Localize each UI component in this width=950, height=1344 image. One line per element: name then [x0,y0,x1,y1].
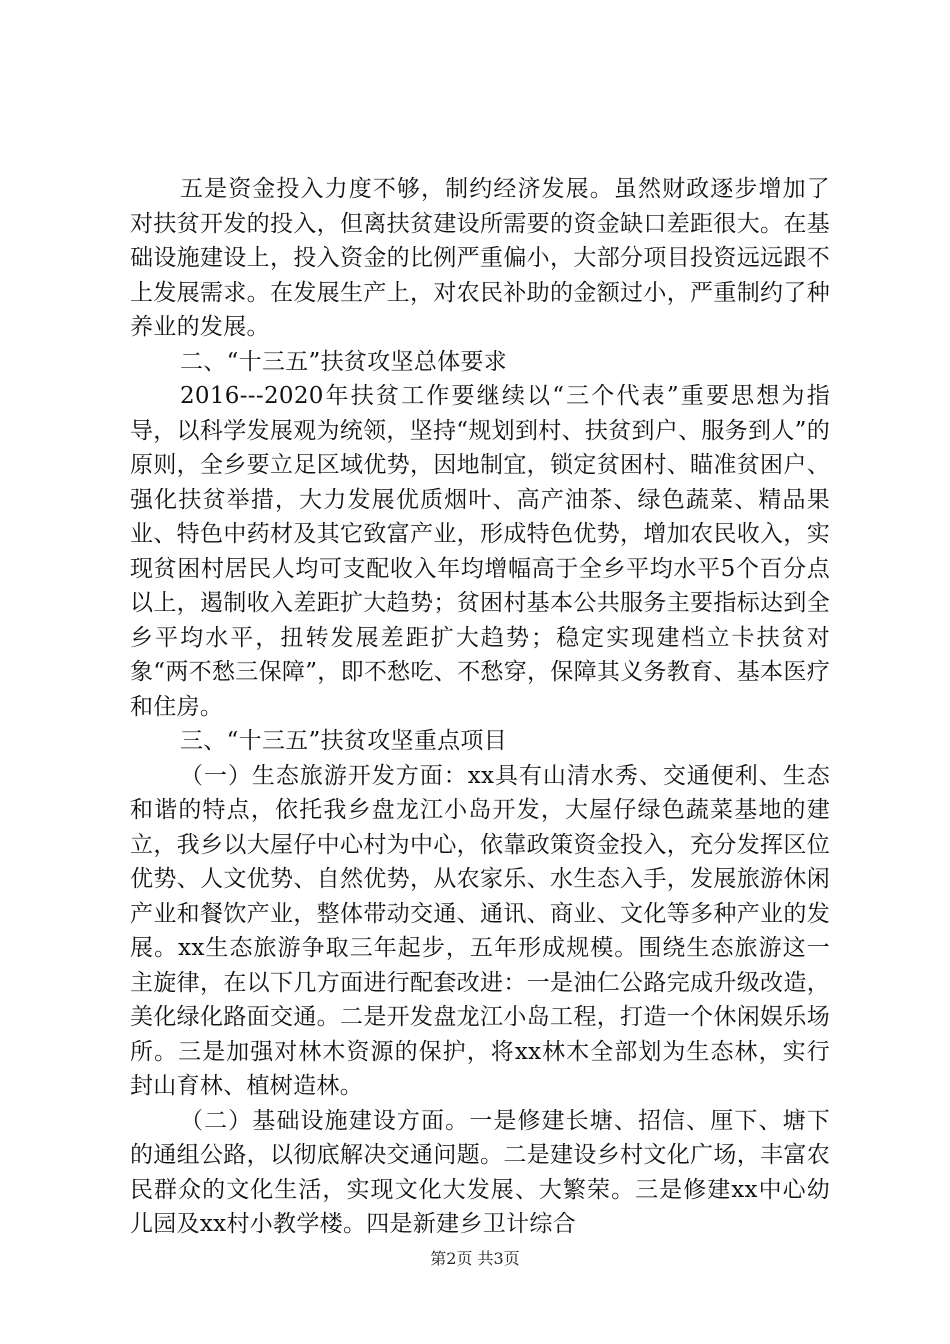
heading-key-projects: 三、“十三五”扶贫攻坚重点项目 [180,728,508,754]
document-body [130,172,830,1242]
paragraph-eco-tourism: （一）生态旅游开发方面：xx具有山清水秀、交通便利、生态和谐的特点，依托我乡盘龙江小岛开发，大屋仔绿色蔬菜基地的建立，我乡以大屋仔中心村为中心，依靠政策资金投入，充分发挥区位优势、人文优势、自然优势，从农家乐、水生态入手，发展旅游休闲产业和餐饮产业，整体带动交通、通讯、商业、文化等多种产业的发展。xx生态旅游争取三年起步，五年形成规模。围绕生态旅游这一主旋律，在以下几方面进行配套改进：一是油仁公路完成升级改造，美化绿化路面交通。二是开发盘龙江小岛工程，打造一个休闲娱乐场所。三是加强对林木资源的保护，将xx林木全部划为生态林，实行封山育林、植树造林。 [130,762,830,1099]
paragraph-overall-requirements: 2016---2020年扶贫工作要继续以“三个代表”重要思想为指导，以科学发展观为统领，坚持“规划到村、扶贫到户、服务到人”的原则，全乡要立足区域优势，因地制宜，锁定贫困村、瞄准贫困户、强化扶贫举措，大力发展优质烟叶、高产油茶、绿色蔬菜、精品果业、特色中药材及其它致富产业，形成特色优势，增加农民收入，实现贫困村居民人均可支配收入年均增幅高于全乡平均水平5个百分点以上，遏制收入差距扩大趋势；贫困村基本公共服务主要指标达到全乡平均水平，扭转发展差距扩大趋势；稳定实现建档立卡扶贫对象“两不愁三保障”，即不愁吃、不愁穿，保障其义务教育、基本医疗和住房。 [130,383,830,720]
heading-overall-requirements: 二、“十三五”扶贫攻坚总体要求 [180,348,508,375]
page-number-footer: 第2页 共3页 [430,1249,520,1268]
paragraph-funding-shortage: 五是资金投入力度不够，制约经济发展。虽然财政逐步增加了对扶贫开发的投入，但离扶贫建设所需要的资金缺口差距很大。在基础设施建设上，投入资金的比例严重偏小，大部分项目投资远远跟不上发展需求。在发展生产上，对农民补助的金额过小，严重制约了种养业的发展。 [130,176,830,340]
paragraph-infrastructure: （二）基础设施建设方面。一是修建长塘、招信、厘下、塘下的通组公路，以彻底解决交通问题。二是建设乡村文化广场，丰富农民群众的文化生活，实现文化大发展、大繁荣。三是修建xx中心幼儿园及xx村小教学楼。四是新建乡卫计综合 [130,1107,830,1237]
